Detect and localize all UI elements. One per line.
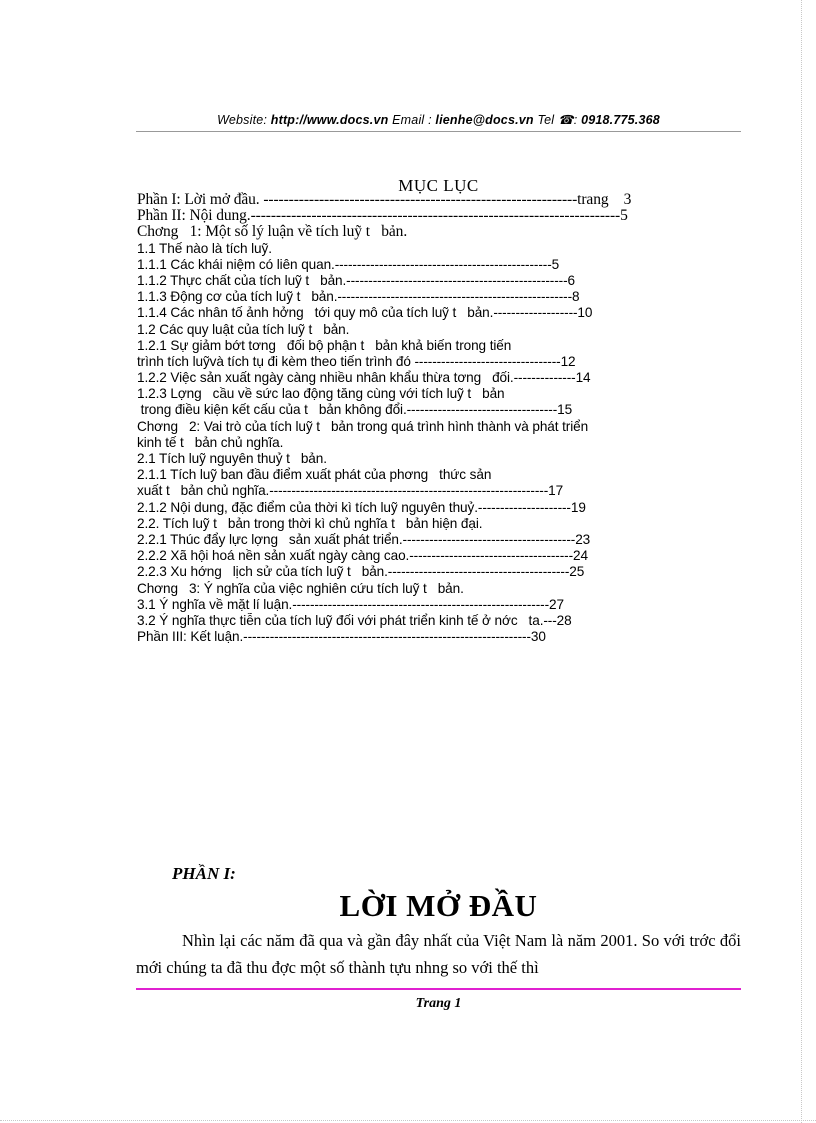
tel-number: 0918.775.368: [581, 113, 660, 127]
toc-entry[interactable]: trình tích luỹvà tích tụ đi kèm theo tiến trình đó ---------------------------------12: [137, 353, 576, 369]
toc-entry[interactable]: Chơng 2: Vai trò của tích luỹ t bản trong quá trình hình thành và phát triển: [137, 418, 589, 434]
toc-entry[interactable]: kinh tế t bản chủ nghĩa.: [137, 434, 284, 450]
toc-entry[interactable]: 1.2 Các quy luật của tích luỹ t bản.: [137, 321, 350, 337]
toc-entry[interactable]: 2.2.3 Xu hớng lịch sử của tích luỹ t bản.-----------------------------------------25: [137, 564, 585, 580]
toc-title: MỤC LỤC: [398, 176, 479, 195]
toc-entry[interactable]: 1.2.2 Việc sản xuất ngày càng nhiều nhân khẩu thừa tơng đối.--------------14: [137, 370, 591, 386]
email-label: Email :: [388, 113, 436, 127]
website-label: Website:: [217, 113, 271, 127]
toc-entry[interactable]: 2.1 Tích luỹ nguyên thuỷ t bản.: [137, 451, 327, 466]
toc-entry[interactable]: 1.1 Thế nào là tích luỹ.: [137, 240, 272, 256]
toc-entry[interactable]: 1.1.1 Các khái niệm có liên quan.-------------------------------------------------5: [137, 256, 560, 272]
toc-entry[interactable]: Phần III: Kết luận.-----------------------------------------------------------------30: [137, 629, 546, 645]
toc-entry[interactable]: 3.1 Ý nghĩa về mặt lí luận.----------------------------------------------------------27: [137, 596, 564, 612]
toc-entry[interactable]: 1.1.4 Các nhân tố ảnh hởng tới quy mô của tích luỹ t bản.-------------------10: [137, 305, 593, 321]
toc-entry[interactable]: 1.2.3 Lợng cầu về sức lao động tăng cùng với tích luỹ t bản: [137, 386, 505, 402]
toc-entry[interactable]: Phần II: Nội dung.-------------------------------------------------------------------------5: [137, 208, 628, 225]
body-text: Nhìn lại các năm đã qua và gần đây nhất của Việt Nam là năm 2001. So với trớc đổi mới chúng ta đã thu đợc một số thành tựu nhng so với thế thì: [136, 931, 741, 977]
page-number: Trang 1: [415, 996, 462, 1011]
toc-entry[interactable]: trong điều kiện kết cấu của t bản không đổi.----------------------------------15: [137, 402, 573, 418]
footer-divider: [136, 988, 741, 990]
toc-entry[interactable]: 2.2.2 Xã hội hoá nền sản xuất ngày càng cao.-------------------------------------24: [137, 548, 588, 564]
toc-entry[interactable]: 2.2.1 Thúc đẩy lực lợng sản xuất phát triển.---------------------------------------23: [137, 531, 591, 547]
page-edge-bottom: [0, 1120, 816, 1121]
toc-entry[interactable]: Chơng 3: Ý nghĩa của việc nghiên cứu tích luỹ t bản.: [137, 580, 464, 596]
toc-entry[interactable]: 2.1.2 Nội dung, đặc điểm của thời kì tích luỹ nguyên thuỷ.---------------------19: [137, 499, 586, 515]
toc-entry[interactable]: 3.2 Ý nghĩa thực tiễn của tích luỹ đối với phát triển kinh tế ở nớc ta.---28: [137, 612, 572, 628]
page-header: [136, 112, 741, 127]
website-url[interactable]: http://www.docs.vn: [270, 113, 389, 127]
tel-label: Tel ☎:: [533, 113, 582, 127]
toc-entry[interactable]: 2.2. Tích luỹ t bản trong thời kì chủ nghĩa t bản hiện đại.: [137, 515, 483, 531]
email-address[interactable]: lienhe@docs.vn: [435, 113, 534, 127]
page-edge-right: [801, 0, 802, 1123]
toc-entry[interactable]: Phần I: Lời mở đầu. --------------------------------------------------------------trang 3: [137, 192, 632, 208]
header-divider: [136, 131, 741, 132]
toc-entry[interactable]: 1.2.1 Sự giảm bớt tơng đối bộ phận t bản khả biến trong tiến: [137, 337, 512, 353]
toc-entry[interactable]: Chơng 1: Một số lý luận về tích luỹ t bản.: [137, 224, 408, 241]
main-title: LỜI MỞ ĐẦU: [339, 888, 538, 923]
part-label: PHẦN I:: [172, 864, 236, 883]
toc-entry[interactable]: xuất t bản chủ nghĩa.---------------------------------------------------------------17: [137, 483, 564, 499]
toc-entry[interactable]: 2.1.1 Tích luỹ ban đầu điểm xuất phát của phơng thức sản: [137, 467, 492, 483]
toc-entry[interactable]: 1.1.3 Động cơ của tích luỹ t bản.-----------------------------------------------------8: [137, 289, 580, 305]
toc-entry[interactable]: 1.1.2 Thực chất của tích luỹ t bản.--------------------------------------------------6: [137, 272, 575, 288]
table-of-contents: [137, 192, 742, 645]
body-paragraph: [136, 927, 741, 981]
